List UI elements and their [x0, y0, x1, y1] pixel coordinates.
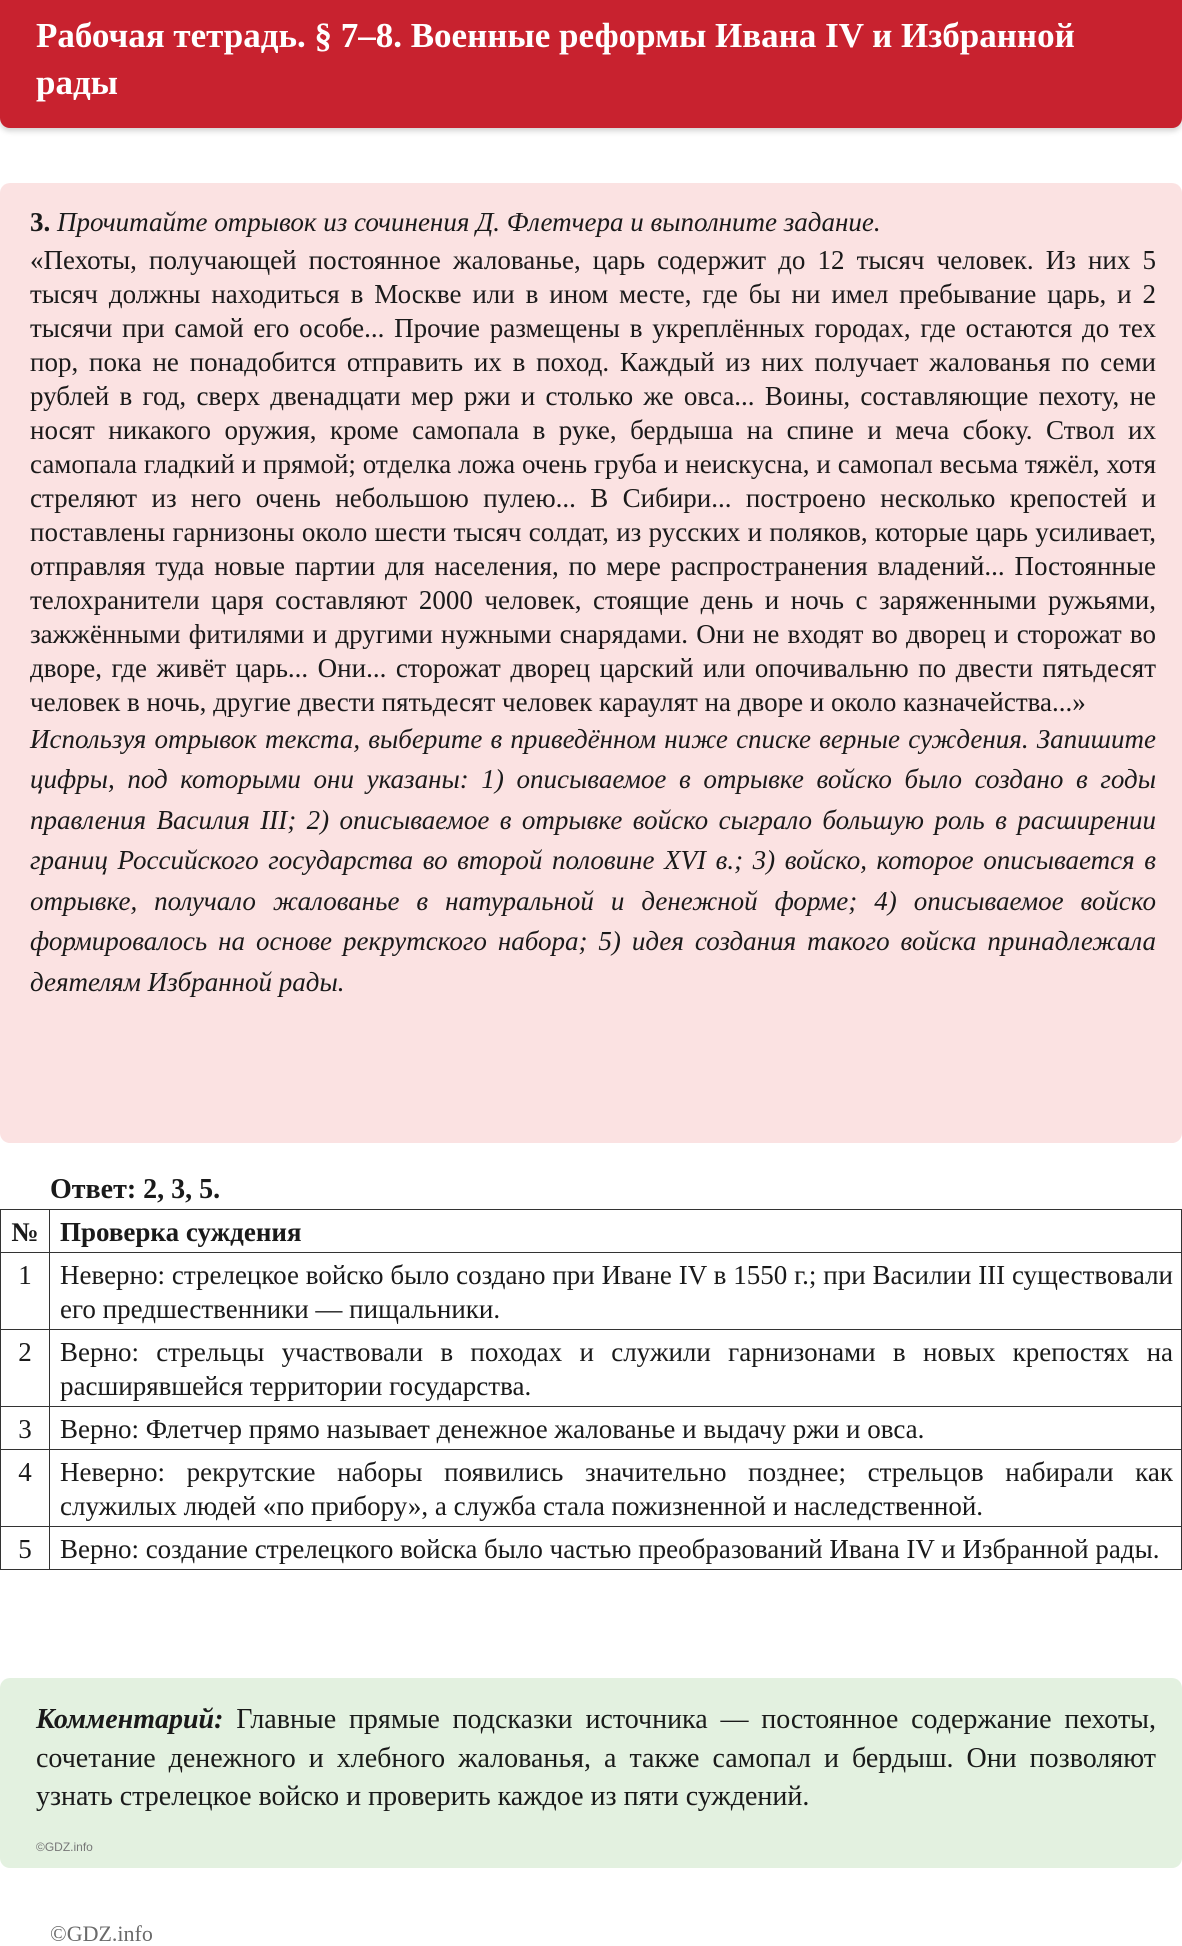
task-question: Используя отрывок текста, выберите в приведённом ниже списке верные суждения. Запишите цифры, под которыми они указаны: 1) описываемое в отрывке войско было создано в годы правления Василия III; 2) описываемое в отрывке войско сыграло большую роль в расширении границ Российского государства во второй половине XVI в.; 3) войско, которое описывается в отрывке, получало жалованье в натуральной и денежной форме; 4) описываемое войско формировалось на основе рекрутского набора; 5) идея создания такого войска принадлежала деятелям Избранной рады.	[30, 723, 1156, 997]
row-text: Неверно: стрелецкое войско было создано при Иване IV в 1550 г.; при Василии III существовали его предшественники — пищальники.	[50, 1253, 1182, 1330]
row-number: 2	[1, 1330, 50, 1407]
page-title: Рабочая тетрадь. § 7–8. Военные реформы Ивана IV и Избранной рады	[36, 16, 1075, 102]
page-header	[0, 0, 1182, 128]
task-block	[0, 183, 1182, 1143]
answer-line: Ответ: 2, 3, 5.	[50, 1174, 221, 1205]
header-check: Проверка суждения	[50, 1210, 1182, 1253]
comment-label: Комментарий:	[36, 1704, 224, 1735]
source-excerpt: «Пехоты, получающей постоянное жалованье, царь содержит до 12 тысяч человек. Из них 5 тысяч должны находиться в Москве или в ином месте, где бы ни имел пребывание царь, и 2 тысячи при самой его особе... Прочие размещены в укреплённых городах, где остаются до тех пор, пока не понадобится отправить их в поход. Каждый из них получает жалованья по семи рублей в год, сверх двенадцати мер ржи и столько же овса... Воины, составляющие пехоту, не носят никакого оружия, кроме самопала в руке, бердыша на спине и меча сбоку. Ствол их самопала гладкий и прямой; отделка ложа очень груба и неискусна, и самопал весьма тяжёл, хотя стреляют из него очень небольшою пулею... В Сибири... построено несколько крепостей и поставлены гарнизоны около шести тысяч солдат, из русских и поляков, которые царь усиливает, отправляя туда новые партии для населения, по мере распространения владений... Постоянные телохранители царя составляют 2000 человек, стоящие день и ночь с заряженными ружьями, зажжёнными фитилями и другими нужными снарядами. Они не входят во дворец и сторожат во дворе, где живёт царь... Они... сторожат дворец царский или опочивальню по двести пятьдесят человек в ночь, другие двести пятьдесят человек караулят на дворе и около казначейства...»	[30, 244, 1156, 717]
task-number: 3.	[30, 207, 51, 237]
row-text: Неверно: рекрутские наборы появились значительно позднее; стрельцов набирали как служилых людей «по прибору», а служба стала пожизненной и наследственной.	[50, 1450, 1182, 1527]
watermark-bottom: ©GDZ.info	[50, 1921, 153, 1946]
table-row	[1, 1450, 1182, 1527]
table-row	[1, 1330, 1182, 1407]
row-number: 3	[1, 1407, 50, 1450]
row-text: Верно: создание стрелецкого войска было частью преобразований Ивана IV и Избранной рады.	[50, 1527, 1182, 1570]
row-number: 4	[1, 1450, 50, 1527]
task-instruction-text: Прочитайте отрывок из сочинения Д. Флетчера и выполните задание.	[57, 207, 881, 237]
table-header-row	[1, 1210, 1182, 1253]
table-row	[1, 1407, 1182, 1450]
comment-block	[0, 1678, 1182, 1868]
row-text: Верно: стрельцы участвовали в походах и служили гарнизонами в новых крепостях на расширявшейся территории государства.	[50, 1330, 1182, 1407]
table-row	[1, 1253, 1182, 1330]
task-instruction	[30, 202, 1156, 243]
check-table	[0, 1209, 1182, 1570]
header-number: №	[1, 1210, 50, 1253]
row-number: 1	[1, 1253, 50, 1330]
table-row	[1, 1527, 1182, 1570]
comment-body: Главные прямые подсказки источника — постоянное содержание пехоты, сочетание денежного и хлебного жалованья, а также самопал и бердыш. Они позволяют узнать стрелецкое войско и проверить каждое из пяти суждений.	[36, 1704, 1156, 1812]
watermark-small: ©GDZ.info	[36, 1840, 93, 1854]
comment-text	[36, 1701, 1156, 1817]
row-number: 5	[1, 1527, 50, 1570]
row-text: Верно: Флетчер прямо называет денежное жалованье и выдачу ржи и овса.	[50, 1407, 1182, 1450]
